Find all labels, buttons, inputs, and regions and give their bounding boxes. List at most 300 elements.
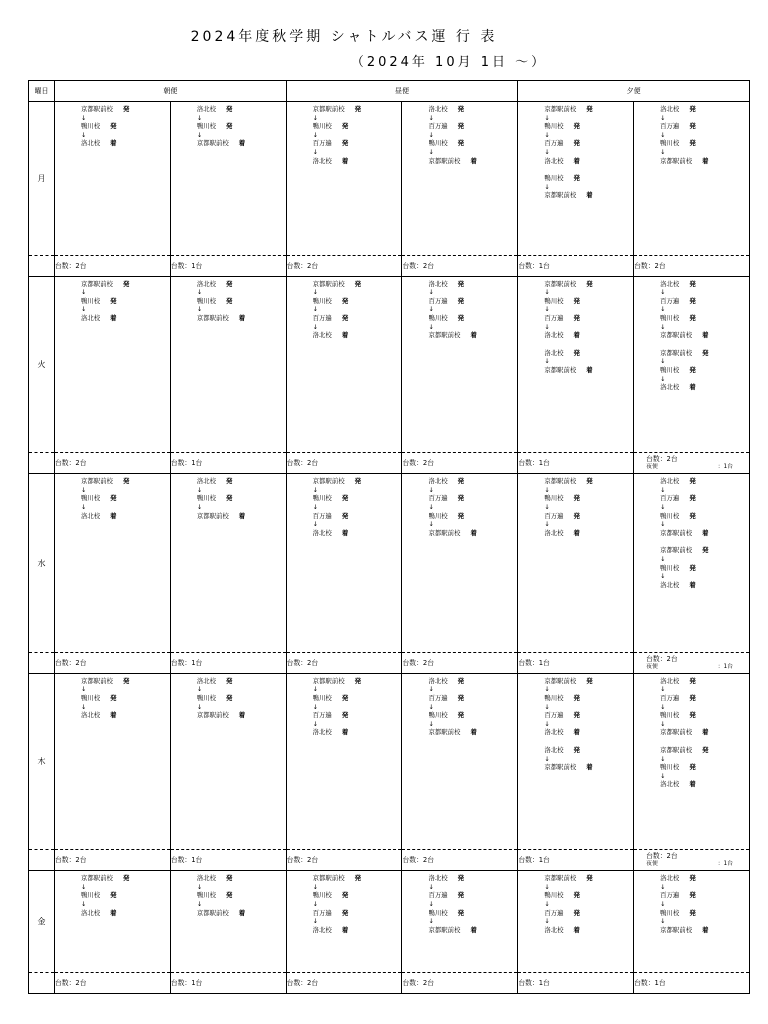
route-text — [171, 277, 286, 323]
bus-count: 台数：1台 — [170, 453, 286, 474]
route-text — [402, 871, 517, 934]
down-arrow-icon: ↓ — [81, 130, 87, 139]
down-arrow-icon: ↓ — [312, 900, 319, 909]
schedule-body — [29, 102, 750, 994]
down-arrow-icon: ↓ — [660, 685, 666, 694]
route-text — [171, 674, 286, 720]
route-stop: 鴨川校 発 — [660, 314, 696, 323]
down-arrow-icon: ↓ — [196, 900, 203, 909]
route-stop: 鴨川校 発 — [81, 891, 117, 900]
down-arrow-icon: ↓ — [428, 685, 434, 694]
down-arrow-icon: ↓ — [660, 771, 666, 780]
route-cell — [170, 871, 286, 973]
down-arrow-icon: ↓ — [428, 288, 434, 297]
down-arrow-icon: ↓ — [428, 882, 434, 891]
route-stop: 洛北校 着 — [544, 925, 580, 934]
route-stop: 洛北校 発 — [428, 477, 465, 486]
route-text — [55, 674, 170, 720]
route-stop: 鴨川校 発 — [196, 296, 233, 305]
route-stop: 鴨川校 発 — [196, 693, 233, 702]
down-arrow-icon: ↓ — [660, 485, 666, 494]
header-noon: 昼便 — [286, 81, 518, 102]
down-arrow-icon: ↓ — [428, 485, 434, 494]
route-stop: 百万遍 発 — [428, 122, 465, 131]
route-stop: 洛北校 発 — [660, 105, 696, 113]
down-arrow-icon: ↓ — [544, 130, 550, 139]
route-stop: 百万遍 発 — [660, 891, 696, 900]
down-arrow-icon: ↓ — [428, 130, 434, 139]
route-stop: 京都駅前校 発 — [81, 477, 130, 486]
down-arrow-icon: ↓ — [196, 882, 203, 891]
route-stop: 洛北校 発 — [660, 874, 696, 883]
bus-count: 台数：1台 — [518, 850, 634, 871]
route-cell — [286, 276, 402, 453]
down-arrow-icon: ↓ — [660, 702, 666, 711]
route-stop: 洛北校 着 — [544, 728, 580, 737]
bus-count — [634, 850, 750, 871]
day-label: 月 — [29, 102, 55, 256]
route-stop: 京都駅前校 発 — [544, 477, 593, 486]
down-arrow-icon: ↓ — [660, 719, 666, 728]
route-stop: 京都駅前校 発 — [81, 279, 130, 288]
route-stop: 洛北校 発 — [544, 745, 580, 754]
route-cell — [518, 102, 634, 256]
down-arrow-icon: ↓ — [312, 702, 319, 711]
down-arrow-icon: ↓ — [312, 502, 319, 511]
down-arrow-icon: ↓ — [81, 502, 87, 511]
route-stop: 鴨川校 発 — [544, 494, 580, 503]
route-text — [518, 474, 633, 537]
down-arrow-icon: ↓ — [196, 130, 203, 139]
down-arrow-icon: ↓ — [428, 502, 434, 511]
count-row — [29, 973, 750, 994]
day-row — [29, 276, 750, 453]
route-cell — [518, 276, 634, 453]
down-arrow-icon: ↓ — [312, 485, 319, 494]
route-stop: 鴨川校 発 — [312, 693, 349, 702]
bus-count: 台数：2台 — [286, 652, 402, 673]
down-arrow-icon: ↓ — [81, 900, 87, 909]
down-arrow-icon: ↓ — [428, 322, 434, 331]
down-arrow-icon: ↓ — [544, 900, 550, 909]
schedule-table — [28, 80, 750, 994]
route-stop: 百万遍 発 — [660, 296, 696, 305]
route-stop: 鴨川校 発 — [660, 763, 696, 772]
down-arrow-icon: ↓ — [660, 130, 666, 139]
route-stop: 京都駅前校 着 — [428, 925, 477, 934]
down-arrow-icon: ↓ — [428, 917, 434, 926]
route-stop: 京都駅前校 着 — [428, 331, 477, 340]
route-cell — [286, 474, 402, 653]
down-arrow-icon: ↓ — [428, 113, 434, 122]
route-cell — [402, 276, 518, 453]
down-arrow-icon: ↓ — [196, 685, 203, 694]
route-text — [634, 674, 749, 789]
down-arrow-icon: ↓ — [312, 719, 319, 728]
route-stop: 洛北校 発 — [196, 279, 233, 288]
down-arrow-icon: ↓ — [544, 754, 550, 763]
down-arrow-icon: ↓ — [544, 685, 550, 694]
count-row — [29, 453, 750, 474]
route-stop: 鴨川校 発 — [660, 139, 696, 148]
down-arrow-icon: ↓ — [660, 754, 666, 763]
down-arrow-icon: ↓ — [196, 502, 203, 511]
bus-count: 台数：2台 — [286, 255, 402, 276]
route-text — [402, 474, 517, 537]
route-stop: 百万遍 発 — [544, 139, 580, 148]
route-stop: 京都駅前校 発 — [544, 279, 593, 288]
down-arrow-icon: ↓ — [312, 130, 319, 139]
down-arrow-icon: ↓ — [196, 485, 203, 494]
header-evening: 夕便 — [518, 81, 750, 102]
bus-count: 台数：2台 — [402, 453, 518, 474]
night-bus-label: 夜便 — [646, 861, 658, 868]
route-text — [518, 277, 633, 375]
route-stop: 百万遍 発 — [312, 511, 349, 520]
route-stop: 京都駅前校 発 — [544, 676, 593, 685]
bus-count: 台数：1台 — [518, 453, 634, 474]
route-stop: 鴨川校 発 — [544, 122, 580, 131]
down-arrow-icon: ↓ — [544, 357, 550, 366]
route-stop: 洛北校 発 — [428, 105, 465, 113]
route-stop: 洛北校 着 — [81, 908, 117, 917]
route-stop: 洛北校 着 — [81, 139, 117, 148]
down-arrow-icon: ↓ — [660, 357, 666, 366]
down-arrow-icon: ↓ — [660, 572, 666, 581]
route-stop: 百万遍 発 — [428, 494, 465, 503]
route-stop: 京都駅前校 着 — [660, 728, 709, 737]
down-arrow-icon: ↓ — [544, 882, 550, 891]
route-stop: 鴨川校 発 — [428, 908, 465, 917]
count-row — [29, 652, 750, 673]
bus-count: 台数：1台 — [518, 973, 634, 994]
route-stop: 鴨川校 発 — [544, 174, 580, 183]
route-stop: 洛北校 着 — [312, 728, 349, 737]
route-stop: 鴨川校 発 — [660, 711, 696, 720]
page-subtitle: （2024年 10月 1日 〜） — [350, 55, 548, 70]
down-arrow-icon: ↓ — [428, 719, 434, 728]
day-row — [29, 673, 750, 850]
route-stop: 鴨川校 発 — [81, 122, 117, 131]
route-stop: 京都駅前校 着 — [544, 191, 593, 200]
down-arrow-icon: ↓ — [312, 882, 319, 891]
route-stop: 鴨川校 発 — [196, 494, 233, 503]
down-arrow-icon: ↓ — [660, 305, 666, 314]
day-label: 木 — [29, 673, 55, 850]
count-row — [29, 255, 750, 276]
route-stop: 洛北校 着 — [660, 580, 696, 589]
route-text — [171, 871, 286, 917]
down-arrow-icon: ↓ — [428, 147, 434, 156]
route-cell — [170, 474, 286, 653]
route-stop: 洛北校 発 — [544, 348, 580, 357]
route-stop: 京都駅前校 発 — [544, 874, 593, 883]
route-stop: 鴨川校 発 — [660, 563, 696, 572]
down-arrow-icon: ↓ — [81, 113, 87, 122]
route-text — [287, 674, 402, 737]
route-cell — [518, 871, 634, 973]
down-arrow-icon: ↓ — [660, 322, 666, 331]
route-stop: 鴨川校 発 — [544, 296, 580, 305]
down-arrow-icon: ↓ — [81, 288, 87, 297]
route-stop: 京都駅前校 発 — [312, 105, 361, 113]
route-stop: 百万遍 発 — [660, 494, 696, 503]
route-cell — [402, 673, 518, 850]
down-arrow-icon: ↓ — [428, 900, 434, 909]
route-text — [287, 102, 402, 165]
night-bus-label: 夜便 — [646, 663, 658, 670]
down-arrow-icon: ↓ — [196, 702, 203, 711]
down-arrow-icon: ↓ — [81, 685, 87, 694]
route-stop: 百万遍 発 — [544, 511, 580, 520]
route-stop: 百万遍 発 — [660, 122, 696, 131]
down-arrow-icon: ↓ — [428, 305, 434, 314]
down-arrow-icon: ↓ — [660, 554, 666, 563]
route-stop: 京都駅前校 発 — [660, 348, 709, 357]
route-stop: 京都駅前校 着 — [196, 314, 246, 323]
bus-count: 台数：2台 — [55, 652, 171, 673]
down-arrow-icon: ↓ — [312, 917, 319, 926]
route-cell — [55, 871, 171, 973]
route-stop: 鴨川校 発 — [81, 693, 117, 702]
route-stop: 鴨川校 発 — [312, 296, 349, 305]
route-stop: 洛北校 着 — [544, 331, 580, 340]
route-cell — [55, 474, 171, 653]
bus-count: 台数：1台 — [518, 255, 634, 276]
bus-count: 台数：1台 — [170, 850, 286, 871]
night-bus-label: 夜便 — [646, 464, 658, 471]
route-text — [634, 102, 749, 165]
route-stop: 鴨川校 発 — [428, 314, 465, 323]
route-cell — [286, 102, 402, 256]
bus-count: 台数：2台 — [55, 255, 171, 276]
bus-count: 台数：2台 — [55, 453, 171, 474]
route-cell — [634, 474, 750, 653]
route-stop: 鴨川校 発 — [428, 511, 465, 520]
bus-count-value: 台数：2台 — [646, 852, 678, 861]
header-day: 曜日 — [29, 81, 55, 102]
bus-count: 台数：1台 — [634, 973, 750, 994]
route-cell — [170, 673, 286, 850]
route-stop: 鴨川校 発 — [196, 122, 233, 131]
route-stop: 洛北校 発 — [660, 279, 696, 288]
route-stop: 百万遍 発 — [428, 891, 465, 900]
route-cell — [402, 474, 518, 653]
bus-count: 台数：2台 — [402, 973, 518, 994]
night-bus-count — [646, 464, 749, 471]
route-stop: 京都駅前校 発 — [81, 874, 130, 883]
route-stop: 百万遍 発 — [544, 711, 580, 720]
route-stop: 洛北校 着 — [312, 331, 349, 340]
down-arrow-icon: ↓ — [312, 685, 319, 694]
route-stop: 京都駅前校 着 — [196, 711, 246, 720]
route-text — [55, 277, 170, 323]
route-cell — [634, 673, 750, 850]
route-stop: 京都駅前校 着 — [660, 528, 709, 537]
night-bus-value: ：1台 — [717, 464, 733, 471]
bus-count: 台数：2台 — [402, 850, 518, 871]
route-text — [402, 102, 517, 165]
down-arrow-icon: ↓ — [196, 305, 203, 314]
route-cell — [402, 871, 518, 973]
down-arrow-icon: ↓ — [196, 113, 203, 122]
down-arrow-icon: ↓ — [312, 147, 319, 156]
route-stop: 京都駅前校 発 — [312, 279, 361, 288]
night-bus-value: ：1台 — [717, 861, 733, 868]
route-cell — [402, 102, 518, 256]
route-stop: 京都駅前校 着 — [428, 728, 477, 737]
route-text — [55, 102, 170, 148]
night-bus-value: ：1台 — [717, 663, 733, 670]
down-arrow-icon: ↓ — [660, 113, 666, 122]
down-arrow-icon: ↓ — [544, 305, 550, 314]
down-arrow-icon: ↓ — [660, 882, 666, 891]
route-stop: 洛北校 発 — [196, 477, 233, 486]
route-stop: 百万遍 発 — [544, 314, 580, 323]
down-arrow-icon: ↓ — [660, 502, 666, 511]
down-arrow-icon: ↓ — [660, 520, 666, 529]
route-stop: 京都駅前校 発 — [312, 477, 361, 486]
bus-count-value: 台数：2台 — [646, 455, 678, 464]
down-arrow-icon: ↓ — [196, 288, 203, 297]
down-arrow-icon: ↓ — [81, 882, 87, 891]
bus-count: 台数：1台 — [518, 652, 634, 673]
route-text — [634, 277, 749, 392]
route-stop: 京都駅前校 着 — [196, 908, 246, 917]
route-stop: 京都駅前校 発 — [81, 676, 130, 685]
header-morning: 朝便 — [55, 81, 287, 102]
route-text — [55, 474, 170, 520]
route-stop: 京都駅前校 発 — [81, 105, 130, 113]
down-arrow-icon: ↓ — [544, 182, 550, 191]
route-stop: 鴨川校 発 — [544, 693, 580, 702]
page-title: 2024年度秋学期 シャトルバス運 行 表 — [190, 29, 498, 45]
bus-count: 台数：2台 — [55, 850, 171, 871]
route-stop: 鴨川校 発 — [81, 494, 117, 503]
route-cell — [518, 474, 634, 653]
day-row — [29, 102, 750, 256]
route-cell — [170, 102, 286, 256]
down-arrow-icon: ↓ — [660, 917, 666, 926]
down-arrow-icon: ↓ — [428, 520, 434, 529]
day-label: 金 — [29, 871, 55, 973]
route-stop: 鴨川校 発 — [428, 139, 465, 148]
route-cell — [55, 276, 171, 453]
route-stop: 百万遍 発 — [428, 693, 465, 702]
night-bus-count — [646, 861, 749, 868]
route-text — [518, 871, 633, 934]
route-stop: 鴨川校 発 — [312, 494, 349, 503]
bus-count: 台数：1台 — [170, 652, 286, 673]
down-arrow-icon: ↓ — [81, 702, 87, 711]
down-arrow-icon: ↓ — [544, 719, 550, 728]
bus-count: 台数：2台 — [286, 453, 402, 474]
route-text — [634, 474, 749, 589]
route-stop: 百万遍 発 — [660, 693, 696, 702]
down-arrow-icon: ↓ — [660, 900, 666, 909]
route-stop: 京都駅前校 発 — [312, 676, 361, 685]
down-arrow-icon: ↓ — [312, 305, 319, 314]
route-stop: 洛北校 着 — [81, 314, 117, 323]
down-arrow-icon: ↓ — [428, 702, 434, 711]
route-stop: 洛北校 発 — [428, 279, 465, 288]
route-stop: 洛北校 着 — [312, 156, 349, 165]
down-arrow-icon: ↓ — [544, 502, 550, 511]
route-stop: 洛北校 発 — [196, 105, 233, 113]
bus-count: 台数：2台 — [402, 652, 518, 673]
day-row — [29, 871, 750, 973]
route-stop: 京都駅前校 着 — [544, 763, 593, 772]
route-stop: 百万遍 発 — [312, 908, 349, 917]
route-stop: 洛北校 発 — [428, 874, 465, 883]
route-text — [402, 674, 517, 737]
route-stop: 鴨川校 発 — [660, 511, 696, 520]
down-arrow-icon: ↓ — [544, 917, 550, 926]
down-arrow-icon: ↓ — [312, 520, 319, 529]
route-stop: 洛北校 着 — [660, 780, 696, 789]
route-stop: 百万遍 発 — [312, 314, 349, 323]
down-arrow-icon: ↓ — [544, 520, 550, 529]
route-text — [518, 674, 633, 772]
down-arrow-icon: ↓ — [660, 374, 666, 383]
route-cell — [55, 102, 171, 256]
bus-count: 台数：2台 — [402, 255, 518, 276]
day-label: 火 — [29, 276, 55, 453]
route-stop: 京都駅前校 着 — [544, 365, 593, 374]
route-stop: 洛北校 発 — [660, 477, 696, 486]
route-text — [287, 871, 402, 934]
route-stop: 鴨川校 発 — [544, 891, 580, 900]
route-text — [634, 871, 749, 934]
route-cell — [634, 276, 750, 453]
day-label: 水 — [29, 474, 55, 653]
down-arrow-icon: ↓ — [544, 288, 550, 297]
down-arrow-icon: ↓ — [544, 322, 550, 331]
route-text — [402, 277, 517, 340]
route-stop: 百万遍 発 — [428, 296, 465, 305]
route-stop: 京都駅前校 着 — [660, 331, 709, 340]
route-cell — [634, 102, 750, 256]
route-text — [287, 474, 402, 537]
down-arrow-icon: ↓ — [660, 147, 666, 156]
route-stop: 鴨川校 発 — [196, 891, 233, 900]
count-row — [29, 850, 750, 871]
bus-count-value: 台数：2台 — [646, 654, 678, 663]
bus-count: 台数：2台 — [286, 850, 402, 871]
route-cell — [286, 673, 402, 850]
route-stop: 百万遍 発 — [312, 711, 349, 720]
route-stop: 京都駅前校 発 — [312, 874, 361, 883]
route-stop: 洛北校 発 — [196, 676, 233, 685]
route-stop: 百万遍 発 — [544, 908, 580, 917]
route-stop: 京都駅前校 発 — [544, 105, 593, 113]
route-stop: 洛北校 着 — [544, 528, 580, 537]
route-stop: 京都駅前校 着 — [428, 156, 477, 165]
route-cell — [170, 276, 286, 453]
route-text — [171, 474, 286, 520]
route-stop: 鴨川校 発 — [660, 365, 696, 374]
night-bus-count — [646, 664, 749, 671]
route-stop: 洛北校 着 — [81, 711, 117, 720]
down-arrow-icon: ↓ — [312, 288, 319, 297]
route-text — [55, 871, 170, 917]
down-arrow-icon: ↓ — [660, 288, 666, 297]
route-cell — [518, 673, 634, 850]
route-stop: 洛北校 着 — [312, 528, 349, 537]
route-stop: 洛北校 着 — [312, 925, 349, 934]
bus-count: 台数：1台 — [170, 255, 286, 276]
bus-count: 台数：2台 — [286, 973, 402, 994]
